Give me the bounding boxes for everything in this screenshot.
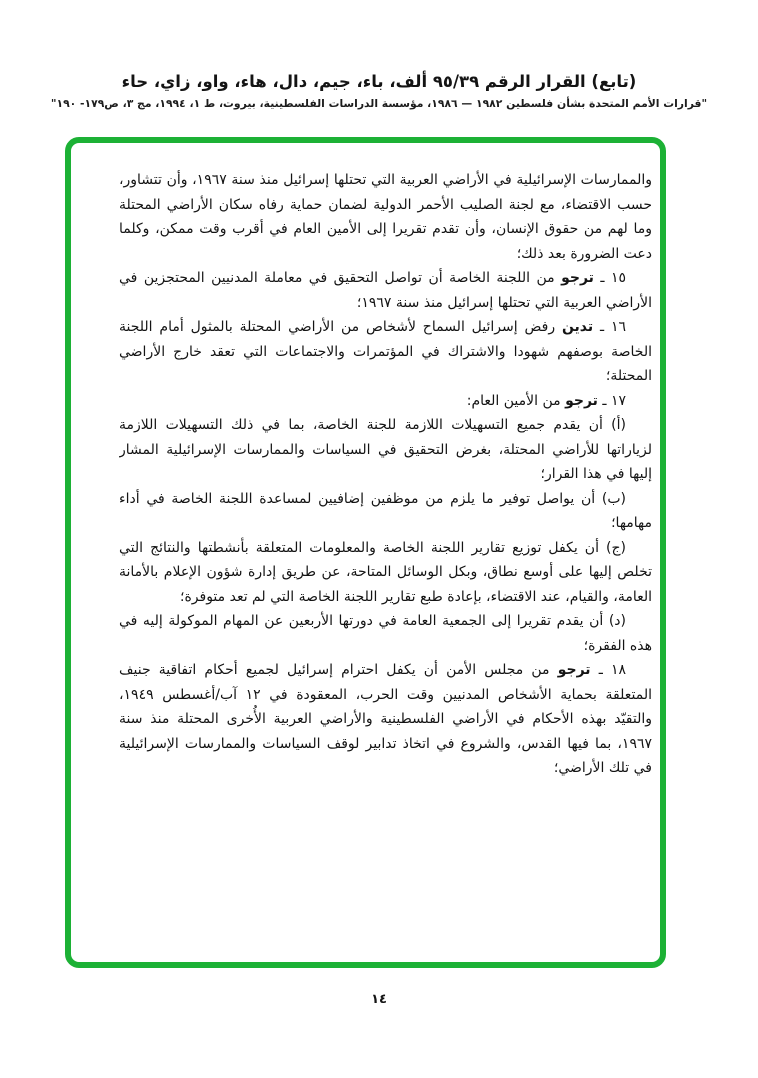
paragraph-item-17 — [119, 389, 652, 414]
item-15-text: من اللجنة الخاصة أن تواصل التحقيق في معاملة المدنيين المحتجزين في الأراضي العربية التي تحتلها إسرائيل منذ سنة ١٩٦٧؛ — [119, 270, 652, 311]
paragraph-subitem-d: (د) أن يقدم تقريرا إلى الجمعية العامة في دورتها الأربعين عن المهام الموكولة إليه في هذه الفقرة؛ — [119, 613, 652, 654]
page-header — [0, 72, 758, 110]
item-17-text: من الأمين العام: — [466, 392, 566, 409]
item-17-keyword: ترجو — [565, 392, 598, 409]
paragraph-subitem-a: (أ) أن يقدم جميع التسهيلات اللازمة للجنة الخاصة، بما في ذلك التسهيلات اللازمة لزياراتها للأراضي المحتلة، بغرض التحقيق في السياسات والممارسات الإسرائيلية المشار إليها في هذا القرار؛ — [119, 417, 652, 482]
paragraph-continuation: والممارسات الإسرائيلية في الأراضي العربية التي تحتلها إسرائيل منذ سنة ١٩٦٧، وأن تتشاور، حسب الاقتضاء، مع لجنة الصليب الأحمر الدولية لضمان حماية رفاه سكان الأراضي المحتلة وما لهم من حقوق الإنسان، وأن تقدم تقريرا إلى الأمين العام في أقرب وقت ممكن، وكلما دعت الضرورة بعد ذلك؛ — [119, 172, 652, 262]
source-citation: "قرارات الأمم المتحدة بشأن فلسطين ١٩٨٢ — ١٩٨٦، مؤسسة الدراسات الفلسطينية، بيروت، ط ١، ١٩٩٤، مج ٣، ص١٧٩- ١٩٠" — [50, 97, 708, 110]
item-16-number: ١٦ ـ — [593, 319, 626, 335]
item-18-number: ١٨ ـ — [590, 662, 626, 678]
item-16-keyword: تدين — [561, 319, 594, 335]
resolution-title: (تابع) القرار الرقم ٩٥/٣٩ ألف، باء، جيم، دال، هاء، واو، زاي، حاء — [121, 72, 637, 91]
item-16-text: رفض إسرائيل السماح لأشخاص من الأراضي المحتلة بالمثول أمام اللجنة الخاصة بوصفهم شهودا والاشتراك في المؤتمرات والاجتماعات التي تعقد خارج الأراضي المحتلة؛ — [119, 319, 652, 384]
item-15-keyword: ترجو — [561, 270, 594, 286]
paragraph-item-15 — [119, 266, 652, 315]
item-15-number: ١٥ ـ — [593, 270, 626, 286]
paragraph-item-18 — [119, 658, 652, 781]
item-18-keyword: ترجو — [557, 662, 591, 678]
item-18-text: من مجلس الأمن أن يكفل احترام إسرائيل لجميع أحكام اتفاقية جنيف المتعلقة بحماية الأشخاص المدنيين وقت الحرب، المعقودة في ١٢ آب/أغسطس ١٩٤٩، والتقيّد بهذه الأحكام في الأراضي الفلسطينية والأراضي العربية الأُخرى المحتلة منذ سنة ١٩٦٧، بما فيها القدس، والشروع في اتخاذ تدابير لوقف السياسات والممارسات الإسرائيلية في تلك الأراضي؛ — [119, 662, 652, 776]
item-17-number: ١٧ ـ — [597, 392, 626, 409]
paragraph-subitem-c: (ج) أن يكفل توزيع تقارير اللجنة الخاصة والمعلومات المتعلقة بأنشطتها والنتائج التي تخلص إليها على أوسع نطاق، وبكل الوسائل المتاحة، عن طريق إدارة شؤون الإعلام بالأمانة العامة، والقيام، عند الاقتضاء، بإعادة طبع تقارير اللجنة الخاصة التي لم تعد متوفرة؛ — [119, 539, 652, 605]
paragraph-item-16 — [119, 315, 652, 389]
page-number: ١٤ — [371, 992, 387, 1007]
paragraph-subitem-b: (ب) أن يواصل توفير ما يلزم من موظفين إضافيين لمساعدة اللجنة الخاصة في أداء مهامها؛ — [119, 490, 652, 531]
resolution-body-text — [119, 168, 652, 960]
